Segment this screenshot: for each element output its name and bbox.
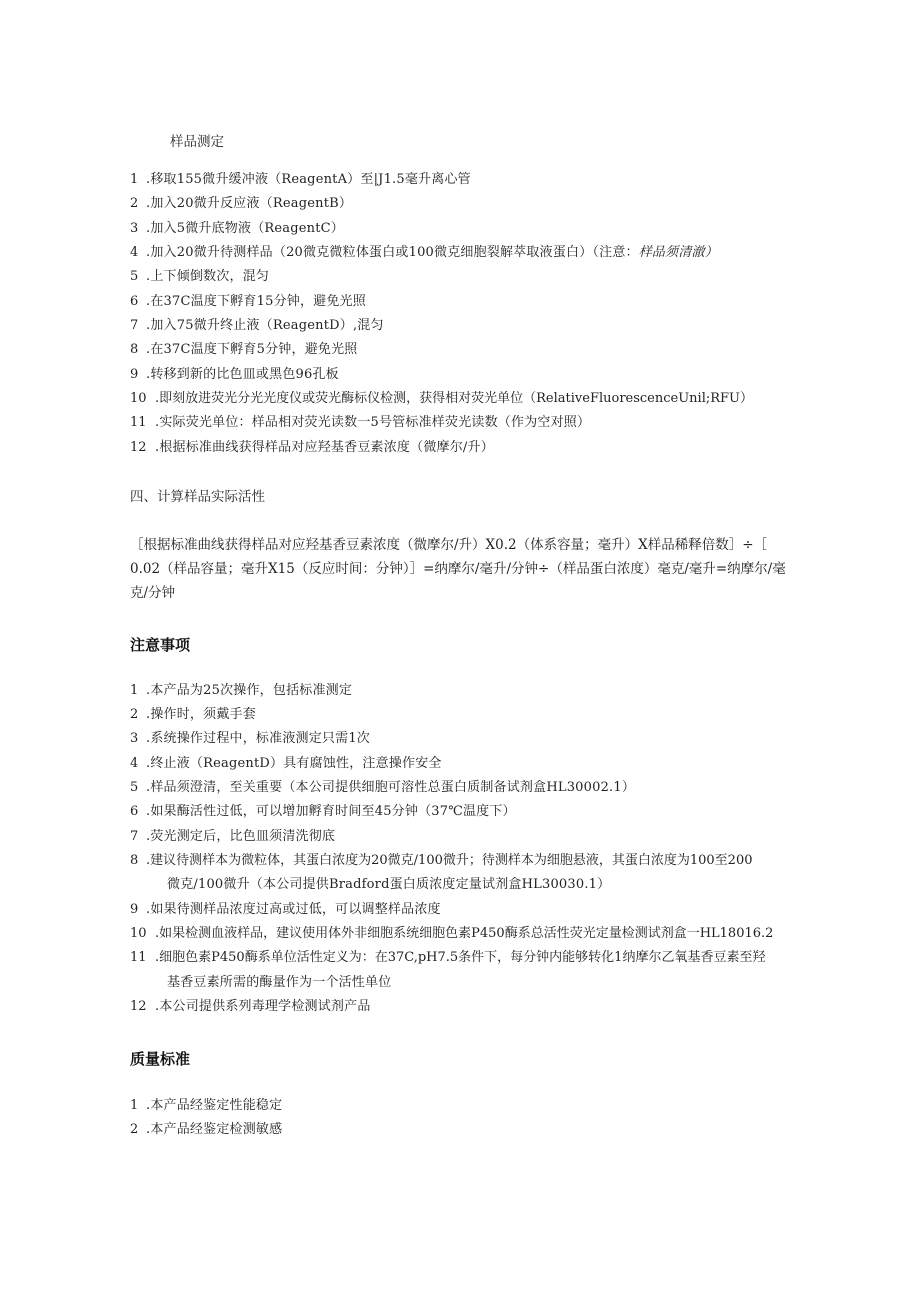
list-item: .细胞色素P450酶系单位活性定义为：在37C,pH7.5条件下，每分钟内能够转化1纳摩尔乙氧基香豆素至羟 xyxy=(155,950,766,965)
list-item: .实际荧光单位：样品相对荧光读数一5号管标准样荧光读数（作为空对照） xyxy=(155,415,591,430)
list-item-continuation: 微克/100微升（本公司提供Bradford蛋白质浓度定量试剂盒HL30030.1） xyxy=(167,877,611,892)
section-title-calculation: 四、计算样品实际活性 xyxy=(130,489,265,505)
list-item-number: 11 xyxy=(130,415,147,430)
list-item-number: 10 xyxy=(130,926,147,941)
list-item-number: 11 xyxy=(130,950,147,965)
list-item: .建议待测样本为微粒体，其蛋白浓度为20微克/100微升；待测样本为细胞悬液，其蛋白浓度为100至200 xyxy=(146,853,753,868)
list-item-number: 4 xyxy=(130,245,139,260)
list-item: .系统操作过程中，标准液测定只需1次 xyxy=(146,731,371,746)
list-item-number: 5 xyxy=(130,780,139,795)
list-item-number: 9 xyxy=(130,902,139,917)
list-item-number: 12 xyxy=(130,440,147,455)
list-item-number: 5 xyxy=(130,269,139,284)
list-item-number: 2 xyxy=(130,707,139,722)
list-item-number: 6 xyxy=(130,804,139,819)
list-item: .在37C温度下孵育15分钟，避免光照 xyxy=(146,294,366,309)
list-item: .移取155微升缓冲液（ReagentA）至|J1.5毫升离心管 xyxy=(146,172,471,187)
list-item-number: 1 xyxy=(130,172,139,187)
section-title-notes: 注意事项 xyxy=(130,636,191,654)
list-item: .操作时，须戴手套 xyxy=(146,707,256,722)
list-item-number: 4 xyxy=(130,756,139,771)
list-item-continuation: 基香豆素所需的酶量作为一个活性单位 xyxy=(167,975,392,990)
list-item: .如果检测血液样品，建议使用体外非细胞系统细胞色素P450酶系总活性荧光定量检测试剂盒一HL18016.2 xyxy=(155,926,774,941)
list-item: .转移到新的比色皿或黑色96孔板 xyxy=(146,367,339,382)
list-item: .如果酶活性过低，可以增加孵育时间至45分钟（37℃温度下） xyxy=(146,804,516,819)
list-item xyxy=(146,245,718,261)
list-item: .荧光测定后，比色皿须清洗彻底 xyxy=(146,829,336,844)
list-item: .加入5微升底物液（ReagentC） xyxy=(146,221,344,236)
list-item-number: 7 xyxy=(130,829,139,844)
list-item: .终止液（ReagentD）具有腐蚀性，注意操作安全 xyxy=(146,756,442,771)
list-item-number: 7 xyxy=(130,318,139,333)
list-item: .即刻放进荧光分光光度仪或荧光酶标仪检测，获得相对荧光单位（RelativeFluorescenceUnil;RFU） xyxy=(155,391,754,406)
list-item: .如果待测样品浓度过高或过低，可以调整样品浓度 xyxy=(146,902,441,917)
formula-line: 克/分钟 xyxy=(130,585,176,601)
section-title-sample-measurement: 样品测定 xyxy=(170,134,224,150)
list-item-number: 6 xyxy=(130,294,139,309)
list-item-number: 1 xyxy=(130,1098,139,1113)
list-item: .本产品为25次操作，包括标准测定 xyxy=(146,683,353,698)
list-item-number: 12 xyxy=(130,999,147,1014)
list-item-number: 3 xyxy=(130,221,139,236)
list-item: .加入75微升终止液（ReagentD）,混匀 xyxy=(146,318,384,333)
list-item-number: 8 xyxy=(130,853,139,868)
list-item: .加入20微升反应液（ReagentB） xyxy=(146,196,353,211)
list-item: .在37C温度下孵育5分钟，避免光照 xyxy=(146,342,358,357)
formula-line: 0.02（样品容量；毫升X15（反应时间：分钟）］=纳摩尔/毫升/分钟÷（样品蛋白浓度）毫克/毫升=纳摩尔/毫 xyxy=(130,561,786,577)
list-item: .本产品经鉴定性能稳定 xyxy=(146,1098,283,1113)
list-item-italic-note: 样品须清澈） xyxy=(638,245,718,260)
list-item-text: .加入20微升待测样品（20微克微粒体蛋白或100微克细胞裂解萃取液蛋白）（注意： xyxy=(146,245,639,260)
list-item-number: 2 xyxy=(130,1122,139,1137)
section-title-quality: 质量标准 xyxy=(130,1050,191,1068)
list-item-number: 1 xyxy=(130,683,139,698)
list-item: .本公司提供系列毒理学检测试剂产品 xyxy=(155,999,371,1014)
list-item-number: 3 xyxy=(130,731,139,746)
list-item: .根据标准曲线获得样品对应羟基香豆素浓度（微摩尔/升） xyxy=(155,440,494,455)
list-item-number: 2 xyxy=(130,196,139,211)
formula-line: ［根据标准曲线获得样品对应羟基香豆素浓度（微摩尔/升）X0.2（体系容量；毫升）X样品稀释倍数］÷［ xyxy=(130,537,768,553)
list-item-number: 9 xyxy=(130,367,139,382)
list-item: .本产品经鉴定检测敏感 xyxy=(146,1122,283,1137)
list-item-number: 10 xyxy=(130,391,147,406)
list-item-number: 8 xyxy=(130,342,139,357)
list-item: .上下倾倒数次，混匀 xyxy=(146,269,270,284)
list-item: .样品须澄清，至关重要（本公司提供细胞可溶性总蛋白质制备试剂盒HL30002.1） xyxy=(146,780,636,795)
